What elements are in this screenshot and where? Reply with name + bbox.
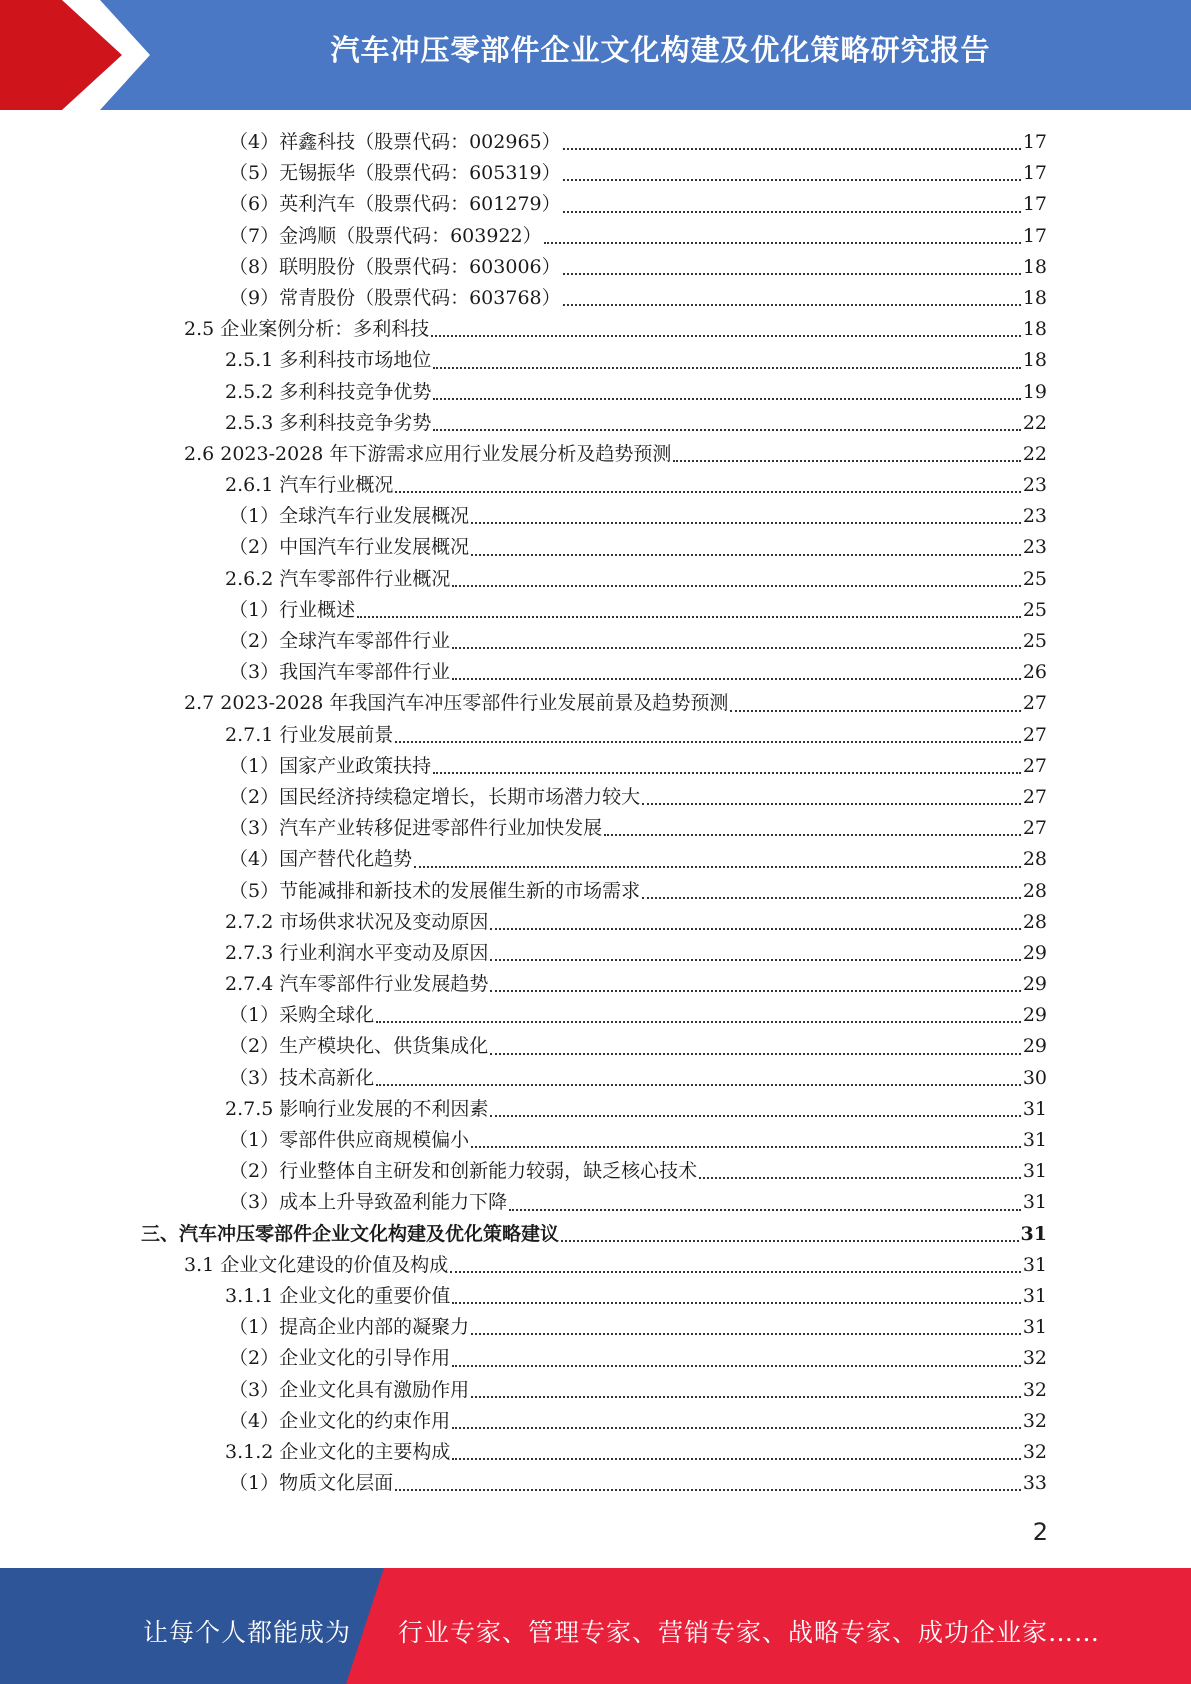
- toc-entry[interactable]: [229, 876, 1047, 907]
- toc-leader-dots: [414, 866, 1021, 868]
- toc-entry[interactable]: [225, 969, 1047, 1000]
- toc-leader-dots: [563, 273, 1021, 275]
- toc-entry-title: （3）企业文化具有激励作用: [229, 1378, 470, 1401]
- toc-entry-title: 3.1 企业文化建设的价值及构成: [184, 1253, 449, 1276]
- toc-entry-page: 22: [1022, 442, 1047, 465]
- toc-entry-page: 32: [1022, 1378, 1047, 1401]
- toc-entry-page: 29: [1022, 941, 1047, 964]
- toc-entry-page: 31: [1022, 1129, 1047, 1151]
- toc-entry-title: （1）物质文化层面: [229, 1472, 394, 1495]
- toc-leader-dots: [471, 522, 1021, 524]
- toc-entry[interactable]: [229, 782, 1047, 813]
- toc-entry[interactable]: [225, 1281, 1047, 1312]
- toc-leader-dots: [563, 179, 1021, 181]
- toc-entry-title: 2.6.1 汽车行业概况: [225, 474, 394, 497]
- toc-leader-dots: [433, 772, 1021, 774]
- toc-entry[interactable]: [184, 1250, 1047, 1281]
- toc-entry-page: 31: [1022, 1160, 1047, 1183]
- toc-entry[interactable]: [229, 221, 1047, 252]
- toc-entry-title: 2.7.2 市场供求状况及变动原因: [225, 910, 489, 933]
- toc-entry-page: 29: [1022, 1004, 1047, 1027]
- toc-entry-page: 27: [1022, 692, 1047, 715]
- toc-entry[interactable]: [184, 688, 1047, 719]
- toc-entry[interactable]: [225, 1437, 1047, 1468]
- toc-entry-page: 32: [1022, 1440, 1047, 1463]
- toc-leader-dots: [490, 928, 1020, 930]
- toc-entry-title: 2.5.2 多利科技竞争优势: [225, 380, 432, 403]
- toc-entry[interactable]: [229, 532, 1047, 563]
- toc-entry-title: （2）中国汽车行业发展概况: [229, 536, 470, 559]
- toc-entry-title: 2.5 企业案例分析：多利科技: [184, 318, 430, 341]
- toc-entry-title: 2.7.1 行业发展前景: [225, 723, 394, 746]
- toc-entry-title: 2.7.3 行业利润水平变动及原因: [225, 941, 489, 964]
- toc-leader-dots: [471, 1146, 1021, 1148]
- toc-entry[interactable]: [225, 564, 1047, 595]
- toc-leader-dots: [395, 741, 1020, 743]
- toc-entry[interactable]: [229, 1406, 1047, 1437]
- toc-leader-dots: [490, 959, 1020, 961]
- toc-entry-title: （2）国民经济持续稳定增长，长期市场潜力较大: [229, 785, 641, 808]
- toc-leader-dots: [433, 367, 1020, 369]
- toc-entry-page: 22: [1022, 411, 1047, 434]
- toc-leader-dots: [604, 834, 1021, 836]
- toc-entry-title: 2.5.3 多利科技竞争劣势: [225, 411, 432, 434]
- toc-entry-title: 2.5.1 多利科技市场地位: [225, 349, 432, 372]
- toc-leader-dots: [433, 429, 1020, 431]
- toc-entry[interactable]: [229, 751, 1047, 782]
- toc-entry-title: （1）行业概述: [229, 598, 356, 621]
- toc-entry[interactable]: [229, 626, 1047, 657]
- toc-entry-title: （2）生产模块化、供货集成化: [229, 1035, 489, 1058]
- toc-entry-title: 2.6 2023-2028 年下游需求应用行业发展分析及趋势预测: [184, 442, 672, 465]
- toc-entry-page: 31: [1022, 1097, 1047, 1120]
- toc-entry-title: （6）英利汽车（股票代码：601279）: [229, 193, 561, 216]
- toc-entry-page: 18: [1022, 349, 1047, 372]
- toc-entry-page: 28: [1022, 879, 1047, 902]
- toc-entry-title: 2.7 2023-2028 年我国汽车冲压零部件行业发展前景及趋势预测: [184, 692, 729, 715]
- toc-entry[interactable]: [141, 1219, 1047, 1250]
- toc-entry-title: （8）联明股份（股票代码：603006）: [229, 255, 561, 278]
- toc-entry[interactable]: [229, 1312, 1047, 1343]
- toc-entry-page: 25: [1022, 630, 1047, 652]
- toc-leader-dots: [509, 1209, 1021, 1211]
- toc-leader-dots: [376, 1084, 1021, 1086]
- toc-entry-page: 26: [1022, 661, 1047, 684]
- toc-leader-dots: [471, 1333, 1021, 1335]
- toc-entry[interactable]: [229, 1156, 1047, 1187]
- toc-leader-dots: [376, 1021, 1021, 1023]
- toc-entry-title: （4）企业文化的约束作用: [229, 1409, 451, 1432]
- toc-entry[interactable]: [225, 408, 1047, 439]
- toc-entry-page: 27: [1022, 817, 1047, 840]
- toc-entry-title: （3）我国汽车零部件行业: [229, 661, 451, 684]
- toc-entry-page: 31: [1022, 1316, 1047, 1339]
- toc-leader-dots: [730, 710, 1020, 712]
- page-footer: [0, 1568, 1191, 1684]
- toc-entry-title: （4）国产替代化趋势: [229, 848, 413, 871]
- toc-entry[interactable]: [225, 470, 1047, 501]
- toc-entry-title: （5）无锡振华（股票代码：605319）: [229, 162, 561, 185]
- toc-entry[interactable]: [229, 283, 1047, 314]
- toc-leader-dots: [357, 616, 1021, 618]
- toc-leader-dots: [452, 1365, 1021, 1367]
- toc-entry-page: 32: [1022, 1409, 1047, 1432]
- toc-entry-page: 31: [1022, 1253, 1047, 1276]
- toc-entry-title: 3.1.1 企业文化的重要价值: [225, 1284, 451, 1307]
- toc-leader-dots: [642, 897, 1021, 899]
- toc-leader-dots: [395, 491, 1020, 493]
- toc-entry-page: 17: [1022, 131, 1047, 153]
- toc-entry-page: 31: [1022, 1284, 1047, 1307]
- toc-leader-dots: [490, 990, 1020, 992]
- toc-entry-title: （2）行业整体自主研发和创新能力较弱，缺乏核心技术: [229, 1160, 698, 1183]
- toc-entry-title: 2.7.5 影响行业发展的不利因素: [225, 1097, 489, 1120]
- toc-leader-dots: [452, 678, 1021, 680]
- toc-leader-dots: [452, 585, 1020, 587]
- toc-entry-title: 三、汽车冲压零部件企业文化构建及优化策略建议: [141, 1222, 560, 1245]
- toc-entry[interactable]: [184, 439, 1047, 470]
- toc-entry-page: 32: [1022, 1347, 1047, 1370]
- toc-leader-dots: [433, 398, 1020, 400]
- toc-entry-page: 19: [1022, 380, 1047, 403]
- toc-entry[interactable]: [229, 1000, 1047, 1031]
- toc-entry[interactable]: [229, 1187, 1047, 1218]
- toc-entry-title: （9）常青股份（股票代码：603768）: [229, 286, 561, 309]
- toc-entry-page: 18: [1022, 286, 1047, 309]
- toc-entry-title: （1）采购全球化: [229, 1004, 375, 1027]
- toc-entry[interactable]: [229, 1343, 1047, 1374]
- toc-entry-title: （3）汽车产业转移促进零部件行业加快发展: [229, 817, 603, 840]
- toc-entry[interactable]: [229, 501, 1047, 532]
- toc-entry[interactable]: [229, 1031, 1047, 1062]
- toc-entry[interactable]: [225, 907, 1047, 938]
- toc-leader-dots: [471, 1396, 1021, 1398]
- table-of-contents: [0, 127, 1191, 1499]
- toc-entry-page: 18: [1022, 318, 1047, 341]
- toc-entry-page: 23: [1022, 536, 1047, 559]
- footer-slogan-left: 让每个人都能成为: [143, 1618, 352, 1647]
- toc-entry-page: 33: [1022, 1472, 1047, 1495]
- toc-entry[interactable]: [229, 252, 1047, 283]
- toc-leader-dots: [431, 335, 1021, 337]
- page-header: [0, 0, 1191, 110]
- toc-entry-title: （5）节能减排和新技术的发展催生新的市场需求: [229, 879, 641, 902]
- toc-leader-dots: [452, 1427, 1021, 1429]
- toc-entry-page: 27: [1022, 785, 1047, 808]
- toc-leader-dots: [544, 242, 1021, 244]
- toc-entry[interactable]: [229, 1468, 1047, 1499]
- toc-entry[interactable]: [225, 345, 1047, 376]
- toc-entry-page: 27: [1022, 754, 1047, 777]
- toc-leader-dots: [490, 1115, 1020, 1117]
- page-number: 2: [1032, 1518, 1048, 1546]
- toc-entry[interactable]: [225, 720, 1047, 751]
- toc-leader-dots: [563, 304, 1021, 306]
- report-title: 汽车冲压零部件企业文化构建及优化策略研究报告: [330, 33, 991, 67]
- toc-entry-title: 2.7.4 汽车零部件行业发展趋势: [225, 973, 489, 996]
- toc-entry[interactable]: [229, 1063, 1047, 1094]
- toc-leader-dots: [471, 554, 1021, 556]
- toc-entry-page: 28: [1022, 910, 1047, 933]
- toc-entry-page: 28: [1022, 848, 1047, 871]
- toc-leader-dots: [490, 1053, 1021, 1055]
- toc-entry[interactable]: [225, 377, 1047, 408]
- toc-entry-title: （2）全球汽车零部件行业: [229, 630, 451, 652]
- toc-leader-dots: [395, 1489, 1021, 1491]
- toc-entry-page: 17: [1022, 193, 1047, 216]
- toc-entry-page: 23: [1022, 505, 1047, 528]
- toc-entry-title: （7）金鸿顺（股票代码：603922）: [229, 224, 542, 247]
- toc-leader-dots: [673, 460, 1020, 462]
- toc-leader-dots: [452, 1302, 1020, 1304]
- toc-entry-page: 25: [1022, 567, 1047, 590]
- toc-entry[interactable]: [229, 844, 1047, 875]
- toc-entry-page: 31: [1022, 1191, 1047, 1214]
- toc-entry-title: （1）提高企业内部的凝聚力: [229, 1316, 470, 1339]
- toc-leader-dots: [452, 1458, 1020, 1460]
- toc-entry-title: （3）成本上升导致盈利能力下降: [229, 1191, 508, 1214]
- toc-entry-page: 29: [1022, 1035, 1047, 1058]
- toc-entry[interactable]: [229, 127, 1047, 158]
- toc-entry[interactable]: [229, 189, 1047, 220]
- toc-entry[interactable]: [225, 1094, 1047, 1125]
- toc-entry-title: （4）祥鑫科技（股票代码：002965）: [229, 131, 561, 153]
- toc-entry[interactable]: [229, 813, 1047, 844]
- toc-entry-title: 3.1.2 企业文化的主要构成: [225, 1440, 451, 1463]
- toc-entry[interactable]: [229, 595, 1047, 626]
- toc-leader-dots: [452, 647, 1021, 649]
- toc-entry[interactable]: [229, 657, 1047, 688]
- toc-entry-page: 25: [1022, 598, 1047, 621]
- toc-entry-page: 23: [1022, 474, 1047, 497]
- toc-entry-title: 2.6.2 汽车零部件行业概况: [225, 567, 451, 590]
- footer-slogan-right: 行业专家、管理专家、营销专家、战略专家、成功企业家……: [398, 1618, 1101, 1647]
- toc-entry-page: 27: [1022, 723, 1047, 746]
- toc-entry-page: 31: [1020, 1222, 1047, 1245]
- toc-entry-page: 29: [1022, 973, 1047, 996]
- toc-leader-dots: [699, 1177, 1021, 1179]
- toc-entry[interactable]: [229, 158, 1047, 189]
- toc-entry-title: （1）零部件供应商规模偏小: [229, 1129, 470, 1151]
- toc-entry[interactable]: [229, 1375, 1047, 1406]
- toc-entry-page: 30: [1022, 1066, 1047, 1089]
- toc-leader-dots: [450, 1271, 1021, 1273]
- toc-entry-page: 17: [1022, 224, 1047, 247]
- toc-entry-title: （1）全球汽车行业发展概况: [229, 505, 470, 528]
- toc-entry-page: 17: [1022, 162, 1047, 185]
- toc-leader-dots: [561, 1240, 1019, 1242]
- toc-entry[interactable]: [184, 314, 1047, 345]
- toc-entry-title: （2）企业文化的引导作用: [229, 1347, 451, 1370]
- toc-leader-dots: [563, 211, 1021, 213]
- toc-entry[interactable]: [229, 1125, 1047, 1156]
- toc-entry-title: （1）国家产业政策扶持: [229, 754, 432, 777]
- toc-leader-dots: [563, 148, 1021, 150]
- toc-leader-dots: [642, 803, 1021, 805]
- toc-entry-page: 18: [1022, 255, 1047, 278]
- toc-entry-title: （3）技术高新化: [229, 1066, 375, 1089]
- toc-entry[interactable]: [225, 938, 1047, 969]
